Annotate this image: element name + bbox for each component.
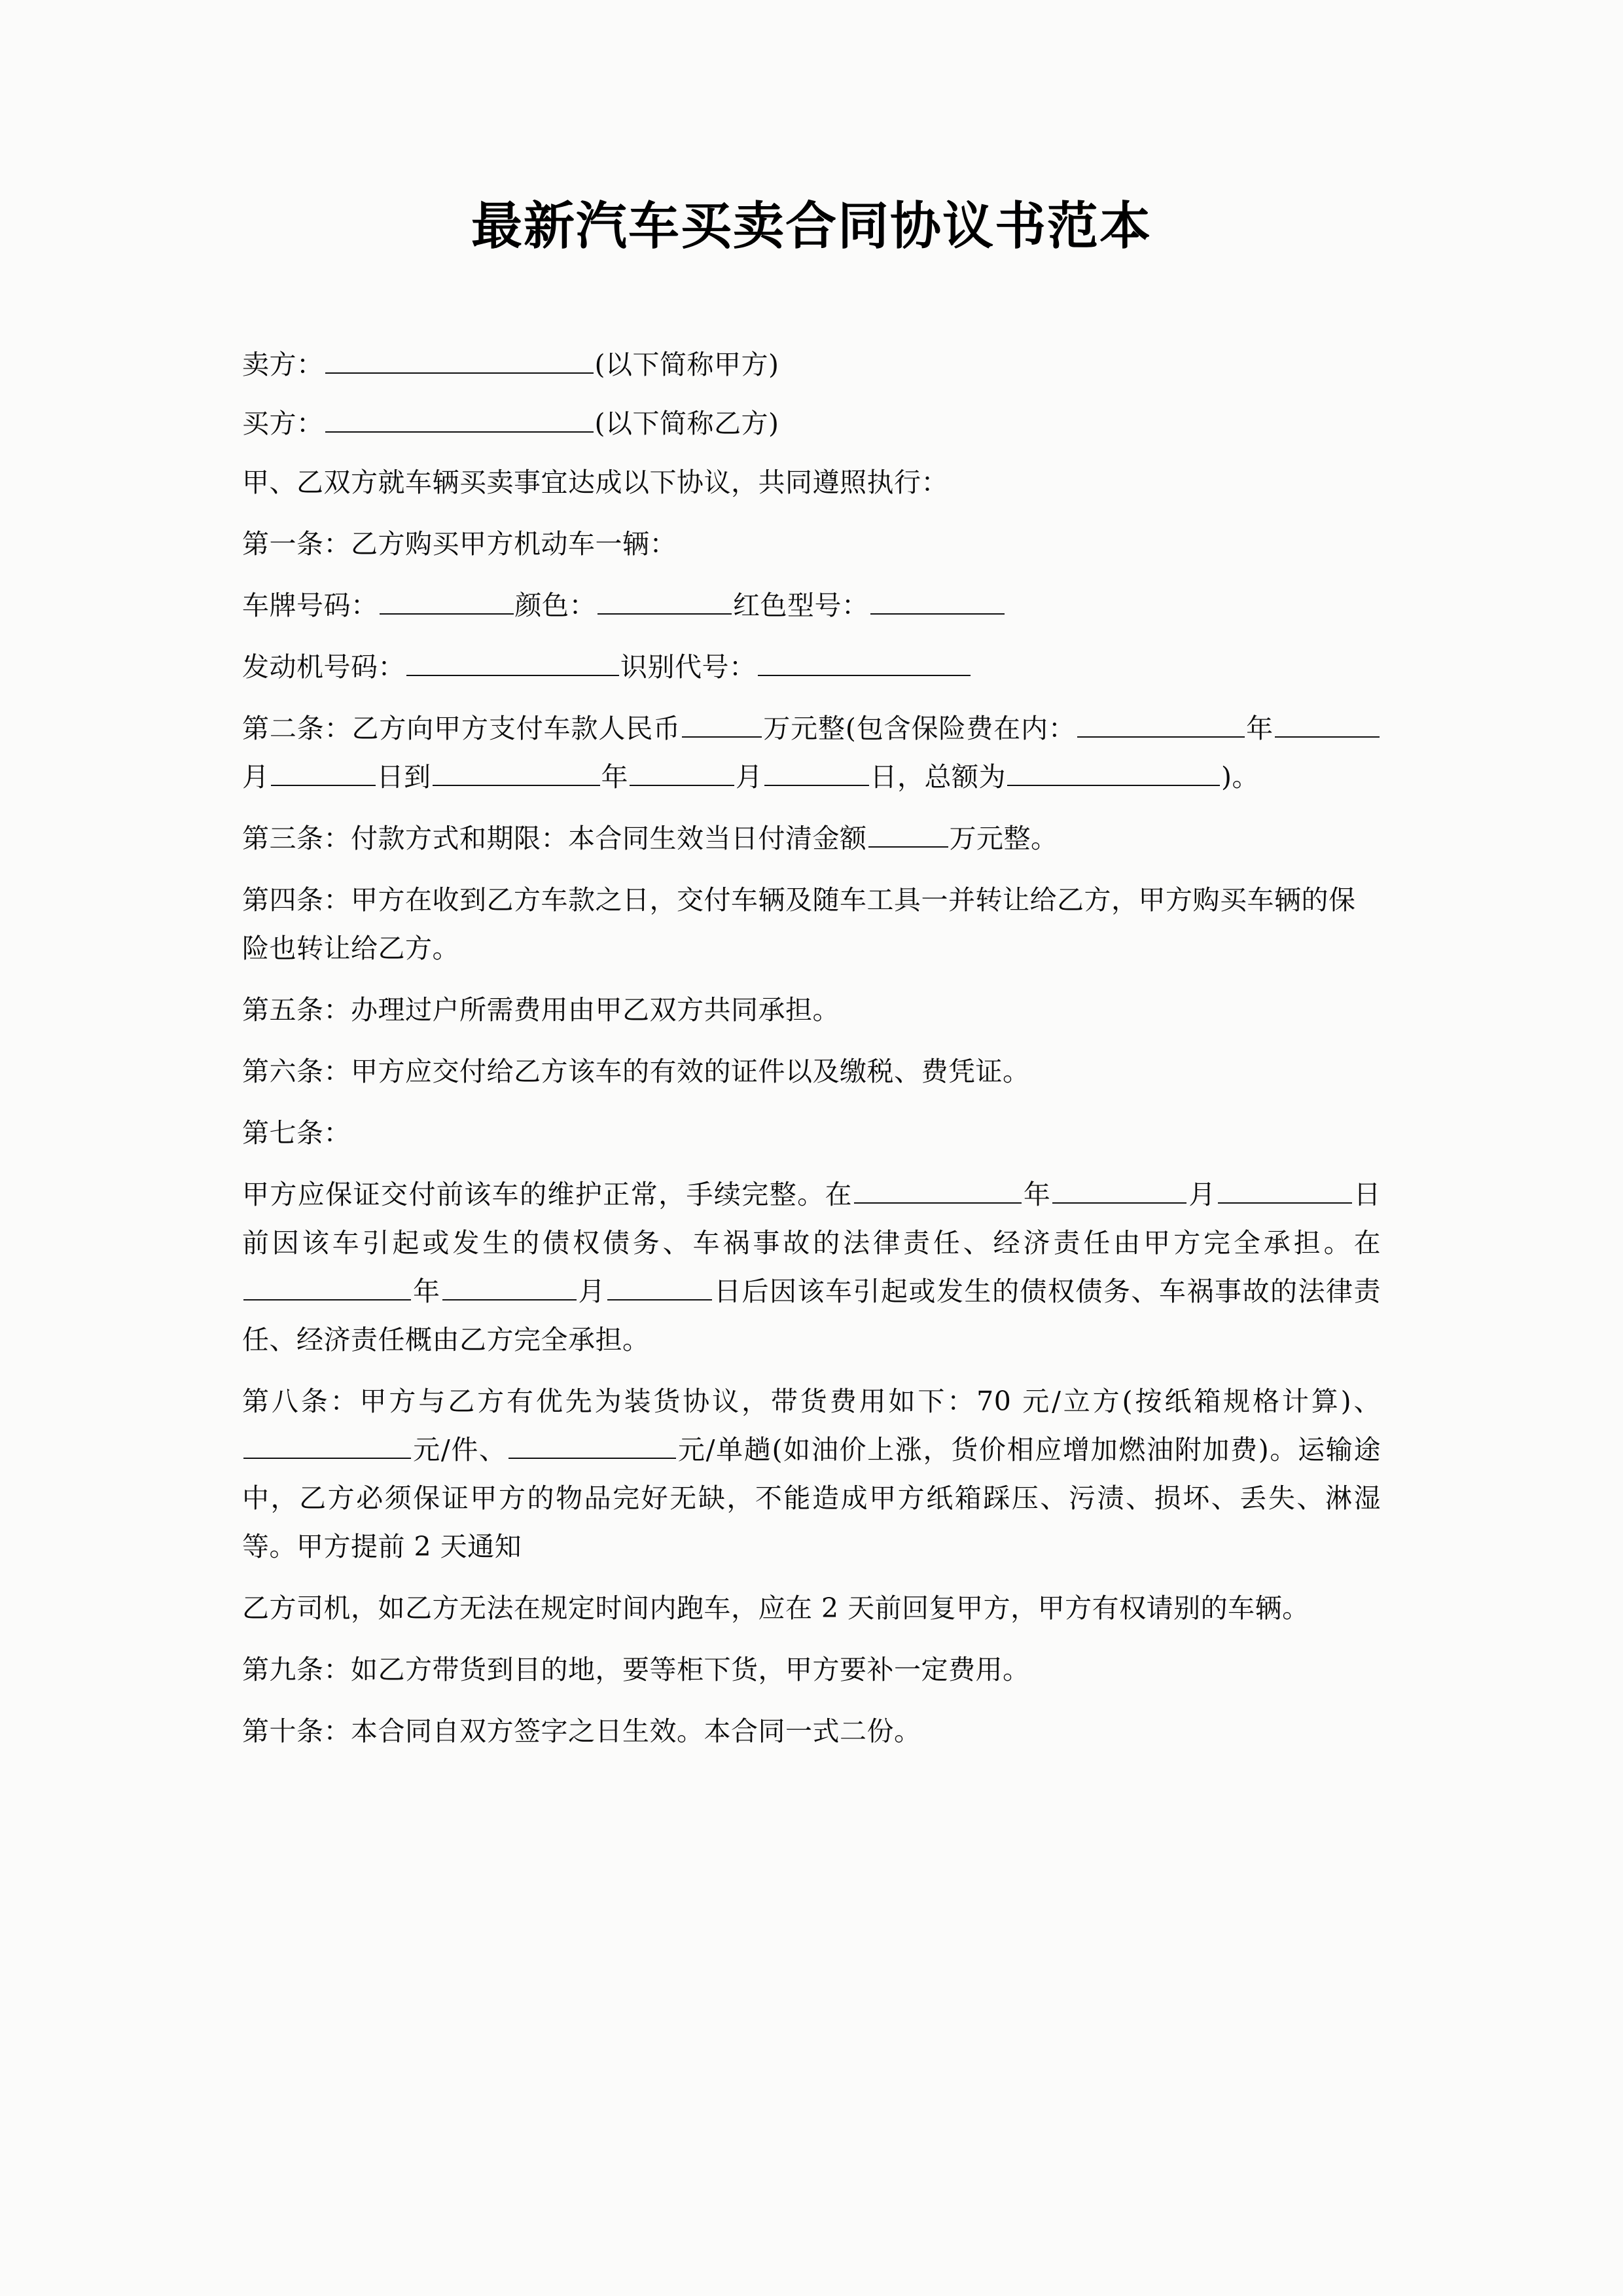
clause-4-paragraph <box>242 876 1381 973</box>
clause-2-paragraph <box>242 704 1381 801</box>
clause-3-heading: 第三条： <box>242 823 351 854</box>
engine-number-label: 发动机号码： <box>242 651 405 683</box>
clause-7-paragraph <box>242 1170 1381 1364</box>
clause-8-seg-2: 元/件、 <box>412 1434 507 1465</box>
clause-9-heading: 第九条： <box>242 1654 351 1685</box>
clause-1-paragraph <box>242 520 1381 568</box>
clause-2-seg-8: 日，总额为 <box>870 761 1006 793</box>
price-per-trip-blank[interactable] <box>508 1432 676 1459</box>
model-blank[interactable] <box>870 588 1005 615</box>
clause-2-seg-6: 年 <box>601 761 628 793</box>
clause-8-seg-1: 甲方与乙方有优先为装货协议，带货费用如下：70 元/立方(按纸箱规格计算)、 <box>359 1386 1381 1417</box>
vin-blank[interactable] <box>758 649 971 676</box>
clause-5-text: 办理过户所需费用由甲乙双方共同承担。 <box>351 994 840 1026</box>
document-body <box>242 340 1381 1768</box>
clause-4-heading: 第四条： <box>242 884 351 916</box>
clause-3-seg-2: 万元整。 <box>949 823 1058 854</box>
clause-6-heading: 第六条： <box>242 1056 351 1087</box>
clause-7-seg-4: 日前因该车引起或发生的债权债务、车祸事故的法律责任、经济责任由甲方完全承担。在 <box>242 1179 1382 1259</box>
clause-1-heading: 第一条： <box>242 528 351 560</box>
clause-7-seg-3: 月 <box>1188 1179 1217 1210</box>
clause-7-seg-1: 甲方应保证交付前该车的维护正常，手续完整。在 <box>242 1179 853 1210</box>
clause-10-paragraph <box>242 1707 1381 1755</box>
warranty-end-year-blank[interactable] <box>243 1274 411 1300</box>
clause-7-heading: 第七条： <box>242 1117 351 1149</box>
start-month-blank[interactable] <box>271 759 376 786</box>
buyer-line <box>242 399 1381 448</box>
clause-7-seg-7: 日后因该车引起或发生的债权债务、车祸事故的法律责任、经济责任概由乙方完全承担。 <box>242 1276 1381 1355</box>
warranty-end-month-blank[interactable] <box>442 1274 577 1300</box>
clause-2-seg-3: 年 <box>1245 713 1274 744</box>
seller-blank[interactable] <box>325 347 594 374</box>
clause-2-seg-4: 月 <box>242 761 270 793</box>
clause-2-seg-2: 万元整(包含保险费在内： <box>762 713 1076 744</box>
clause-7-seg-5: 年 <box>412 1276 441 1307</box>
price-per-piece-blank[interactable] <box>243 1432 411 1459</box>
clause-8-continuation: 乙方司机，如乙方无法在规定时间内跑车，应在 2 天前回复甲方，甲方有权请别的车辆。 <box>242 1592 1310 1624</box>
clause-3-paragraph <box>242 814 1381 863</box>
color-label: 颜色： <box>514 590 596 621</box>
clause-3-seg-1: 付款方式和期限：本合同生效当日付清金额 <box>351 823 867 854</box>
clause-10-text: 本合同自双方签字之日生效。本合同一式二份。 <box>351 1715 921 1747</box>
clause-5-heading: 第五条： <box>242 994 351 1026</box>
settle-amount-blank[interactable] <box>868 821 948 848</box>
seller-suffix: (以下简称甲方) <box>594 349 779 380</box>
clause-4-text: 甲方在收到乙方车款之日，交付车辆及随车工具一并转让给乙方，甲方购买车辆的保险也转让给乙方。 <box>242 884 1356 964</box>
warranty-start-month-blank[interactable] <box>1052 1177 1186 1204</box>
warranty-end-day-blank[interactable] <box>607 1274 712 1300</box>
end-month-blank[interactable] <box>630 759 734 786</box>
clause-2-seg-9: )。 <box>1221 761 1259 793</box>
clause-5-paragraph <box>242 986 1381 1034</box>
clause-6-text: 甲方应交付给乙方该车的有效的证件以及缴税、费凭证。 <box>351 1056 1030 1087</box>
engine-number-blank[interactable] <box>406 649 619 676</box>
clause-6-paragraph <box>242 1047 1381 1096</box>
color-blank[interactable] <box>597 588 732 615</box>
clause-8-seg-3: 元/单趟(如油价上涨，货价相应增加燃油附加费)。运输途中，乙方必须保证甲方的物品完好无缺，不能造成甲方纸箱踩压、污渍、损坏、丢失、淋湿等。甲方提前 2 天通知 <box>242 1434 1381 1562</box>
end-year-blank[interactable] <box>433 759 600 786</box>
warranty-start-day-blank[interactable] <box>1218 1177 1352 1204</box>
model-label: 红色型号： <box>733 590 869 621</box>
warranty-start-year-blank[interactable] <box>854 1177 1022 1204</box>
clause-9-text: 如乙方带货到目的地，要等柜下货，甲方要补一定费用。 <box>351 1654 1030 1685</box>
clause-1-text: 乙方购买甲方机动车一辆： <box>351 528 677 560</box>
start-year-blank[interactable] <box>1275 711 1380 738</box>
clause-7-heading-line <box>242 1109 1381 1157</box>
clause-9-paragraph <box>242 1645 1381 1694</box>
insurance-blank[interactable] <box>1077 711 1245 738</box>
vin-label: 识别代号： <box>620 651 757 683</box>
buyer-suffix: (以下简称乙方) <box>594 408 779 439</box>
amount-blank[interactable] <box>682 711 762 738</box>
vehicle-ids-line-2 <box>242 643 1381 691</box>
clause-2-seg-5: 日到 <box>376 761 431 793</box>
plate-blank[interactable] <box>380 588 514 615</box>
clause-8-heading: 第八条： <box>242 1386 360 1417</box>
buyer-label: 买方： <box>242 408 324 439</box>
clause-2-heading: 第二条： <box>242 713 352 744</box>
seller-line <box>242 340 1381 389</box>
vehicle-ids-line-1 <box>242 581 1381 630</box>
plate-label: 车牌号码： <box>242 590 378 621</box>
seller-label: 卖方： <box>242 349 324 380</box>
clause-2-seg-1: 乙方向甲方支付车款人民币 <box>351 713 681 744</box>
clause-8-paragraph <box>242 1377 1381 1571</box>
clause-10-heading: 第十条： <box>242 1715 351 1747</box>
total-amount-blank[interactable] <box>1007 759 1220 786</box>
preamble-paragraph: 甲、乙双方就车辆买卖事宜达成以下协议，共同遵照执行： <box>242 467 948 498</box>
clause-7-seg-2: 年 <box>1022 1179 1052 1210</box>
buyer-blank[interactable] <box>325 406 594 433</box>
clause-2-seg-7: 月 <box>736 761 763 793</box>
page-title: 最新汽车买卖合同协议书范本 <box>471 197 1152 256</box>
end-day-blank[interactable] <box>764 759 869 786</box>
clause-7-seg-6: 月 <box>577 1276 606 1307</box>
